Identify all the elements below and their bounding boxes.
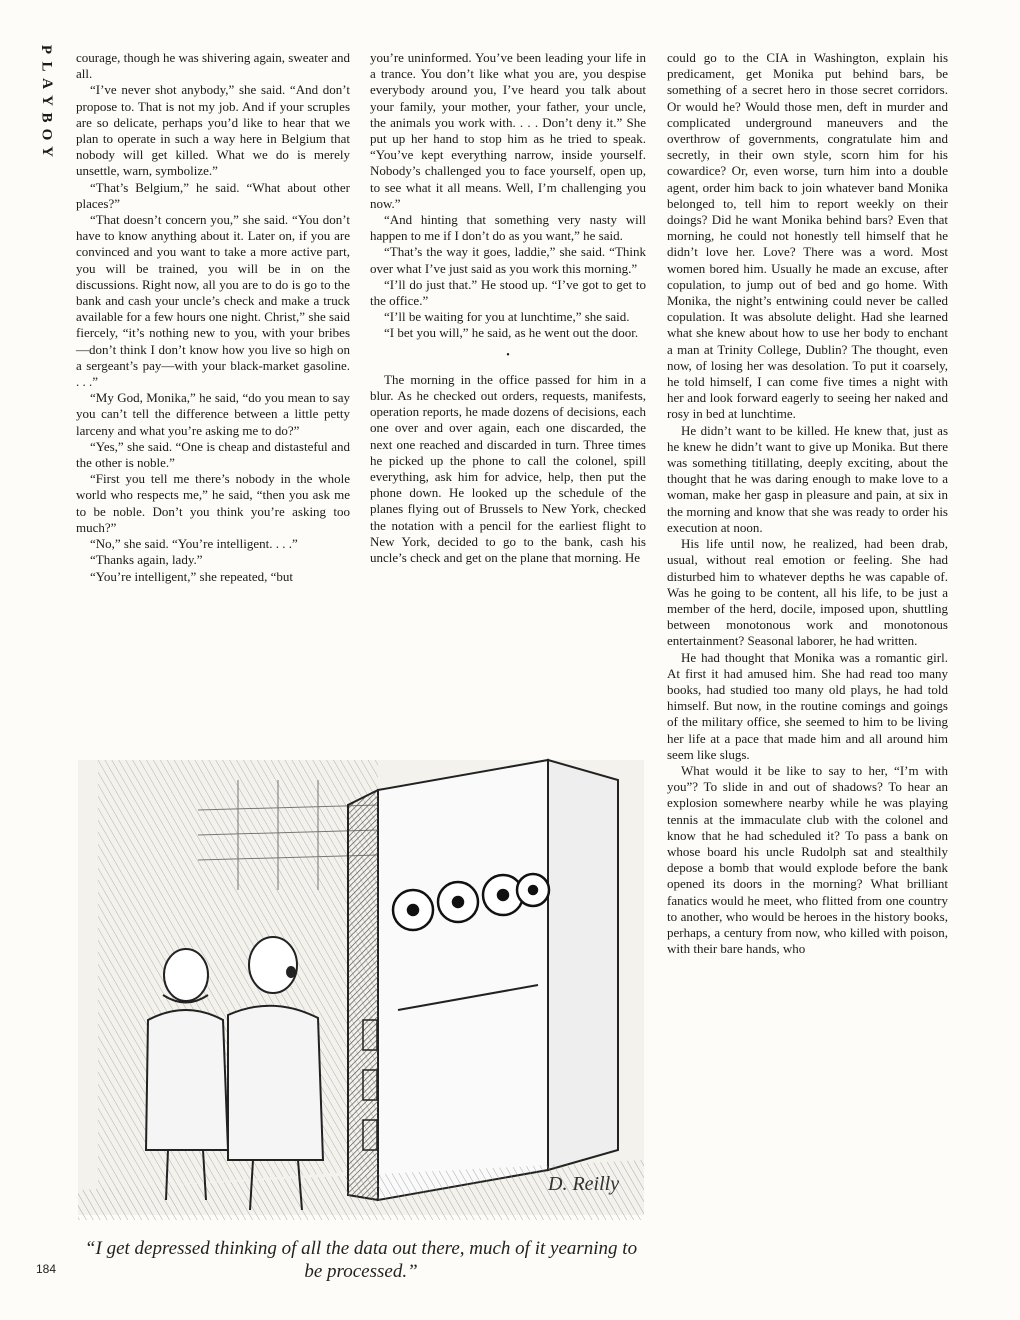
- paragraph: “I’ll do just that.” He stood up. “I’ve got to get to the office.”: [370, 276, 646, 309]
- paragraph: “Yes,” she said. “One is cheap and distasteful and the other is noble.”: [76, 438, 350, 471]
- paragraph: What would it be like to say to her, “I’m with you”? To slide in and out of shadows? To hear an explosion somewhere nearby while he was playing tennis at the immaculate club with the colonel and know that he had scheduled it? To pass a bank on whose board his uncle Rudolph sat and stealthily depose a bomb that would explode before the bank opened its doors in the morning? What brilliant fanatics would he meet, who flitted from one country to another, who would be heroes in the history books, perhaps, a century from now, who killed with poison, with their bare hands, who: [667, 762, 948, 957]
- magazine-side-label: [38, 42, 54, 161]
- computer-cabinet: [348, 760, 618, 1200]
- cartoon-illustration: [78, 750, 644, 1230]
- paragraph: “First you tell me there’s nobody in the whole world who respects me,” he said, “then you ask me to be noble. Don’t you think you’re asking too much?”: [76, 471, 350, 535]
- paragraph: “No,” she said. “You’re intelligent. . . .”: [90, 536, 298, 552]
- cartoon-caption: “I get depressed thinking of all the data out there, much of it yearning to be processed.”: [84, 1238, 638, 1282]
- side-label-letter: L: [38, 61, 55, 74]
- text-column-3: [667, 50, 948, 957]
- paragraph: “That doesn’t concern you,” she said. “You don’t have to know anything about it. Later on, if you are convinced and you want to take a more active part, you will be trained, you will be in on the discussions. Right now, all you are to do is go to the bank and cash your uncle’s check and make a truck available for a few hours one night. Christ,” she said fiercely, “it’s nothing new to you, with your bribes—don’t think I don’t know how you live so high on a sergeant’s pay—with your black-market gasoline. . . .”: [76, 212, 350, 390]
- paragraph: “My God, Monika,” he said, “do you mean to say you can’t tell the difference between a little petty larceny and what you’re asking me to do?”: [76, 390, 350, 438]
- paragraph: “That’s the way it goes, laddie,” she said. “Think over what I’ve just said as you work this morning.”: [370, 244, 646, 276]
- side-label-letter: P: [38, 44, 55, 57]
- page-number: 184: [36, 1262, 57, 1276]
- paragraph: “I’ve never shot anybody,” she said. “And don’t propose to. That is not my job. And if your scruples are so delicate, perhaps you’d like to hear that we plan to operate in such a way here in Belgium that nobody will get killed. What we do is merely unsettle, warn, symbolize.”: [76, 82, 350, 179]
- side-label-letter: Y: [38, 95, 55, 108]
- text-column-2: [370, 50, 646, 566]
- paragraph: His life until now, he realized, had been drab, usual, without real emotion or feeling. She had disturbed him to whatever depths he was capable of. Was he going to be content, all his life, to be just a member of the herd, docile, imposed upon, shuttling between monotonous work and monotonous entertainment? Seasonal laborer, he had written.: [667, 536, 948, 649]
- side-label-letter: O: [38, 128, 55, 143]
- paragraph: courage, though he was shivering again, sweater and all.: [76, 50, 350, 82]
- side-label-letter: A: [38, 78, 55, 91]
- paragraph: “That’s Belgium,” he said. “What about other places?”: [76, 179, 350, 211]
- paragraph: could go to the CIA in Washington, explain his predicament, get Monika put behind bars, be something of a secret hero in those secret corridors. Or would he? Would those men, deft in murder and complicated underground maneuvers and the overthrow of governments, congratulate him and secretly, in their own style, scorn him for his cowardice? Or, even worse, turn him into a double agent, order him back to join whatever band Monika belonged to, tell him to report weekly on their doings? Did he want Monika behind bars? Even that morning, he could not honestly tell himself that he didn’t love her. Love? There was a word. Most women bored him. Usually he made an excuse, after copulation, to jump out of bed and go home. With Monika, the night’s entwining could never be called copulation. It was absolute delight. Had she learned what she knew about how to use her body to enchant a man at Trinity College, Dublin? The thought, even now, of losing her was desolation. To put it coarsely, he told himself, I can come five times a night with her and look forward eagerly to seeing her naked and rosy in bed at lunchtime.: [667, 50, 948, 422]
- paragraph: He didn’t want to be killed. He knew that, just as he knew he didn’t want to give up Monika. But there was something titillating, deeply exciting, about the thought that he was daring enough to make love to a woman, make her gasp in pleasure and pain, at six in the morning and know that she was ready to order his execution at noon.: [667, 422, 948, 535]
- paragraph: “I bet you will,” he said, as he went out the door.: [384, 325, 639, 341]
- paragraph: “You’re intelligent,” she repeated, “but: [90, 568, 293, 584]
- paragraph: you’re uninformed. You’ve been leading your life in a trance. You don’t like what you are, you despise everybody around you, I’ve heard you talk about your family, your mother, your father, your uncle, the animals you work with. . . . Don’t deny it.” She put up her hand to stop him as he tried to speak. “You’ve kept everything narrow, inside yourself. Nobody’s challenged you to face yourself, open up, to see what it all means. Well, I’m challenging you now.”: [370, 50, 646, 211]
- side-label-letter: Y: [38, 146, 55, 159]
- paragraph: “And hinting that something very nasty will happen to me if I don’t do as you want,” he said.: [370, 212, 646, 244]
- paragraph: The morning in the office passed for him in a blur. As he checked out orders, requests, manifests, operation reports, he made dozens of decisions, each one over and over again, each one discarded, the next one reached and discarded in turn. Three times he picked up the phone to call the colonel, spill everything, ask him for advice, help, then put the phone down. He looked up the schedule of the planes flying out of Brussels to New York, checked the notation with a pencil for the earliest flight to New York, decided to go to the bank, cash his uncle’s check and get on the plane that morning. He: [370, 371, 646, 566]
- paragraph: “I’ll be waiting for you at lunchtime,” she said.: [384, 309, 630, 325]
- side-label-letter: B: [38, 112, 55, 125]
- paragraph: “Thanks again, lady.”: [90, 552, 203, 568]
- paragraph: He had thought that Monika was a romantic girl. At first it had amused him. She had read too many books, had studied too many old plays, he had told himself. But now, in the routine comings and goings of the military office, she seemed to him to be living her life at a pace that made him and all around him seem like slugs.: [667, 649, 948, 762]
- text-column-1: [76, 50, 350, 585]
- section-break: •: [506, 349, 510, 361]
- artist-signature: D. Reilly: [548, 1173, 620, 1195]
